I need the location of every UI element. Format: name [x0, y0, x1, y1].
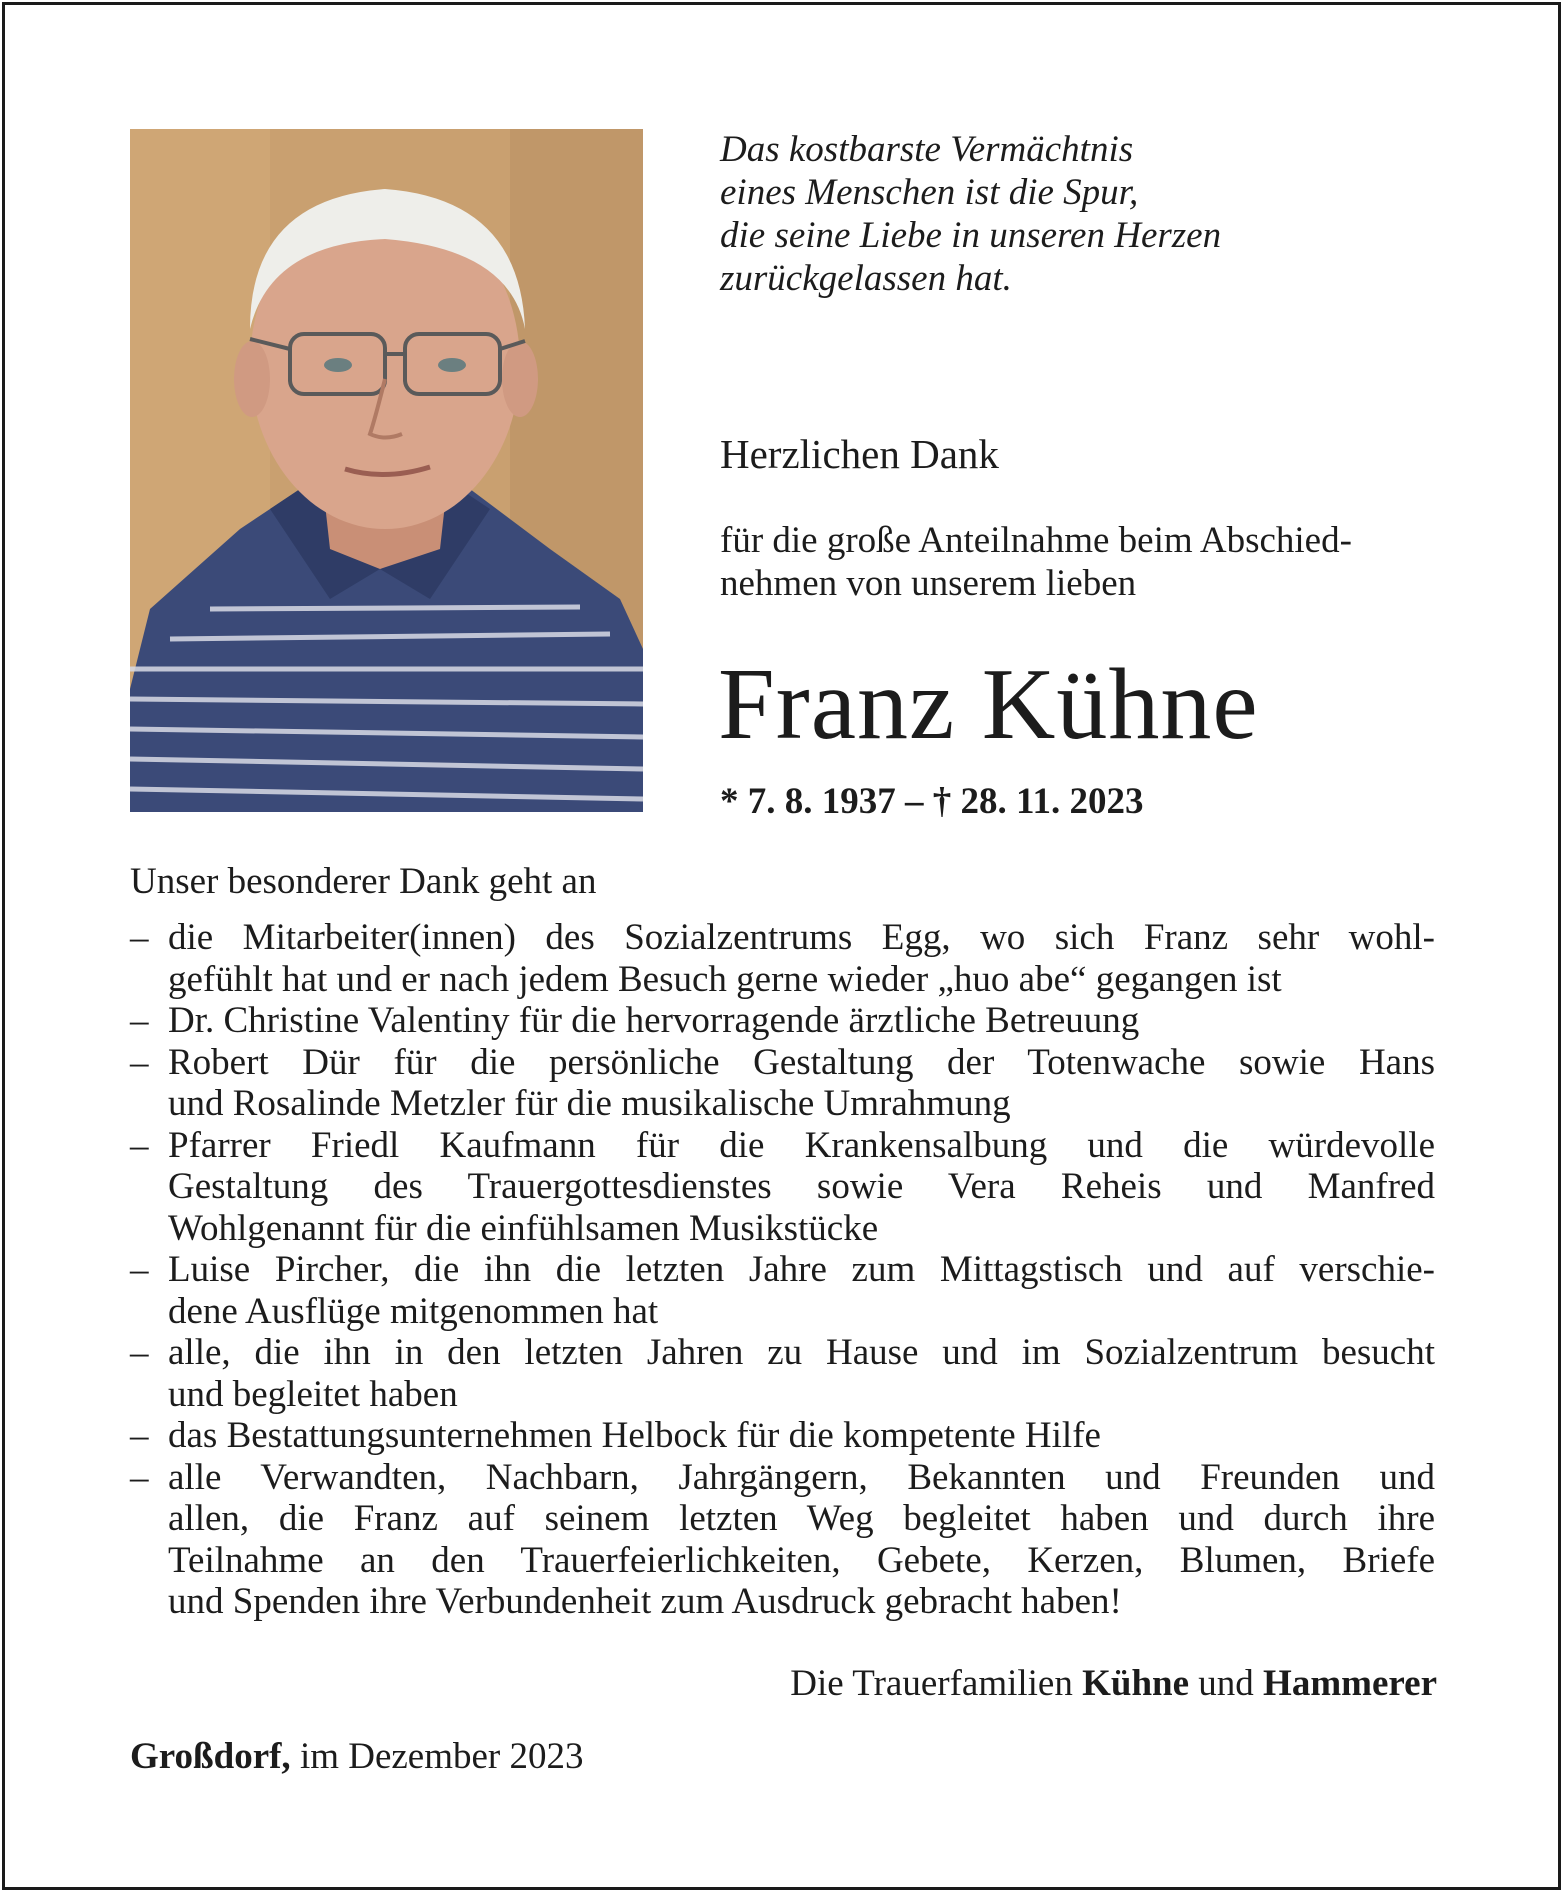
- list-item-line: das Bestattungsunternehmen Helbock für die kompetente Hilfe: [168, 1415, 1101, 1456]
- signoff-family-1: Kühne: [1082, 1663, 1190, 1704]
- list-item: [130, 1000, 1435, 1042]
- quote-line: zurückgelassen hat.: [720, 258, 1012, 299]
- quote-line: Das kostbarste Vermächtnis: [720, 129, 1134, 170]
- list-item: [130, 1415, 1435, 1457]
- list-dash: –: [130, 1332, 149, 1373]
- list-dash: –: [130, 1000, 149, 1041]
- list-item-line: allen, die Franz auf seinem letzten Weg begleitet haben und durch ihre: [168, 1498, 1435, 1539]
- place-date-text: im Dezember 2023: [290, 1736, 584, 1777]
- thanks-title: Herzlichen Dank: [720, 431, 999, 477]
- thanks-subtitle: [720, 519, 1440, 605]
- signoff-prefix: Die Trauerfamilien: [790, 1663, 1083, 1704]
- place-date: [130, 1735, 584, 1778]
- quote-block: [720, 128, 1420, 300]
- list-item-line: dene Ausflüge mitgenommen hat: [168, 1290, 659, 1332]
- quote-line: die seine Liebe in unseren Herzen: [720, 215, 1222, 256]
- list-item-line: Wohlgenannt für die einfühlsamen Musikstücke: [168, 1207, 879, 1249]
- signoff: [790, 1662, 1437, 1705]
- list-item-line: und Spenden ihre Verbundenheit zum Ausdruck gebracht haben!: [168, 1581, 1122, 1622]
- list-dash: –: [130, 1415, 149, 1456]
- list-item-line: und Rosalinde Metzler für die musikalische Umrahmung: [168, 1083, 1011, 1124]
- list-dash: –: [130, 1456, 149, 1498]
- list-dash: –: [130, 917, 149, 958]
- deceased-name: Franz Kühne: [718, 648, 1259, 761]
- list-item: [130, 917, 1435, 1000]
- list-item: [130, 1332, 1435, 1415]
- list-item-line: die Mitarbeiter(innen) des Sozialzentrums Egg, wo sich Franz sehr wohl-: [168, 917, 1435, 958]
- life-dates: * 7. 8. 1937 – † 28. 11. 2023: [720, 781, 1144, 822]
- signoff-joiner: und: [1189, 1663, 1264, 1704]
- place-town: Großdorf,: [130, 1736, 291, 1777]
- list-item: [130, 1457, 1435, 1623]
- list-item-line: Gestaltung des Trauergottesdienstes sowie Vera Reheis und Manfred: [168, 1166, 1435, 1207]
- gratitude-list: [130, 917, 1435, 1623]
- portrait-photo: [130, 129, 643, 812]
- list-dash: –: [130, 1124, 149, 1166]
- gratitude-intro: Unser besonderer Dank geht an: [130, 861, 597, 902]
- list-item-line: gefühlt hat und er nach jedem Besuch gerne wieder „huo abe“ gegangen ist: [168, 958, 1282, 1000]
- thanks-subtitle-line: nehmen von unserem lieben: [720, 563, 1137, 604]
- list-item: [130, 1249, 1435, 1332]
- list-item-line: und begleitet haben: [168, 1373, 458, 1415]
- list-dash: –: [130, 1041, 149, 1083]
- list-item-line: Teilnahme an den Trauerfeierlichkeiten, Gebete, Kerzen, Blumen, Briefe: [168, 1539, 1435, 1581]
- list-item-line: Robert Dür für die persönliche Gestaltung der Totenwache sowie Hans: [168, 1041, 1435, 1083]
- list-item: [130, 1125, 1435, 1250]
- list-item-line: alle, die ihn in den letzten Jahren zu Hause und im Sozialzentrum besucht: [168, 1332, 1435, 1373]
- thanks-subtitle-line: für die große Anteilnahme beim Abschied-: [720, 520, 1352, 561]
- quote-line: eines Menschen ist die Spur,: [720, 172, 1139, 213]
- list-item-line: Pfarrer Friedl Kaufmann für die Krankensalbung und die würdevolle: [168, 1124, 1435, 1166]
- list-item-line: Dr. Christine Valentiny für die hervorragende ärztliche Betreuung: [168, 1000, 1140, 1041]
- list-item-line: Luise Pircher, die ihn die letzten Jahre zum Mittagstisch und auf verschie-: [168, 1249, 1435, 1290]
- list-item-line: alle Verwandten, Nachbarn, Jahrgängern, Bekannten und Freunden und: [168, 1456, 1435, 1498]
- list-item: [130, 1042, 1435, 1125]
- signoff-family-2: Hammerer: [1263, 1663, 1437, 1704]
- list-dash: –: [130, 1249, 149, 1290]
